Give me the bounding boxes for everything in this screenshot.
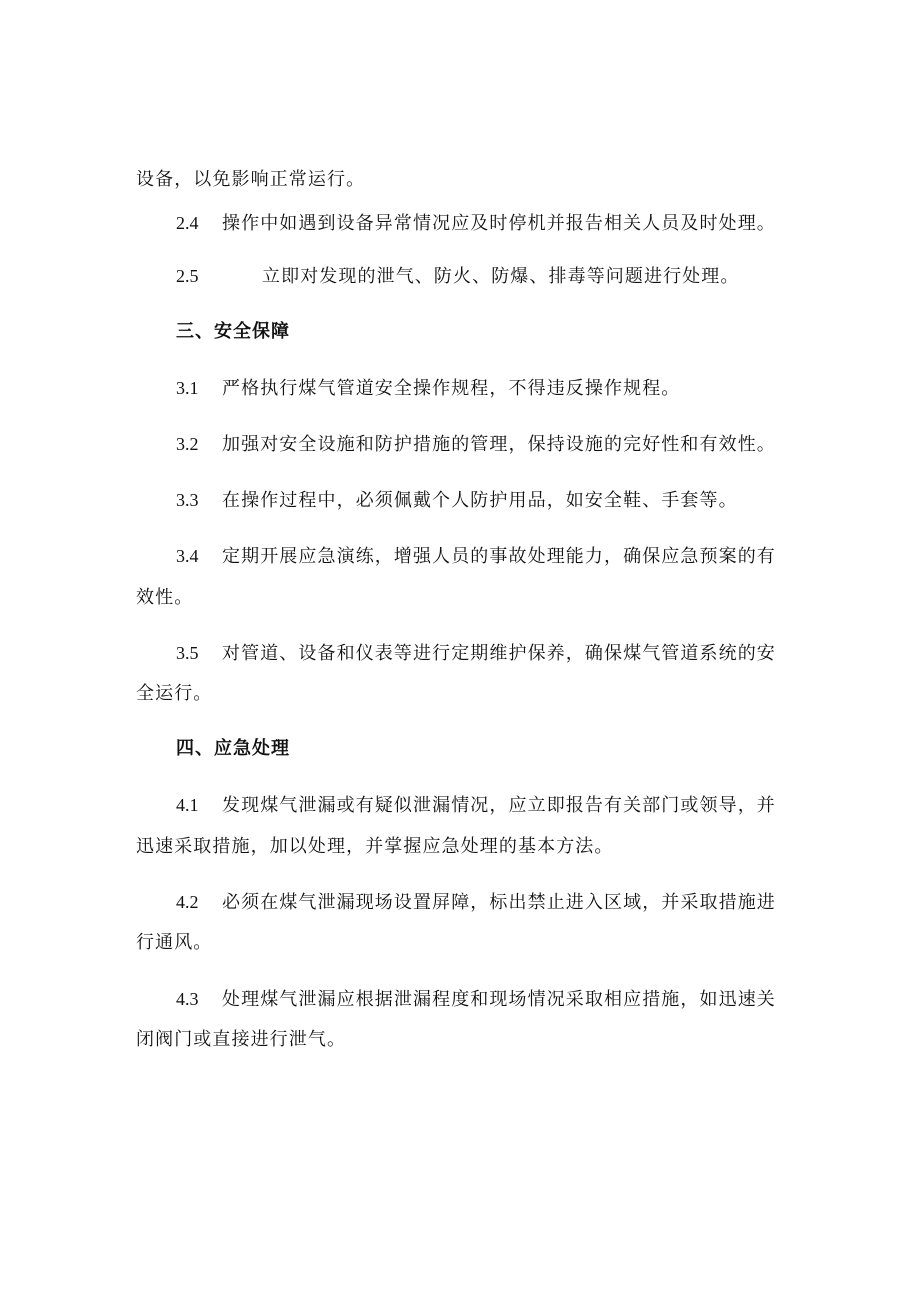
paragraph-continuation: [136, 168, 365, 192]
list-item-4-2: [176, 890, 776, 915]
list-item-4-2-continuation: 行通风。: [136, 932, 213, 953]
item-number: 4.2: [176, 892, 199, 912]
list-item-4-3-continuation: 闭阀门或直接进行泄气。: [136, 1029, 347, 1050]
list-item-3-2: [176, 432, 776, 457]
item-number: 2.5: [176, 266, 199, 286]
item-text: 加强对安全设施和防护措施的管理，保持设施的完好性和有效性。: [222, 434, 776, 455]
item-text: 严格执行煤气管道安全操作规程，不得违反操作规程。: [222, 378, 681, 399]
item-number: 3.5: [176, 643, 199, 663]
item-text: 处理煤气泄漏应根据泄漏程度和现场情况采取相应措施，如迅速关: [222, 989, 776, 1010]
item-text: 发现煤气泄漏或有疑似泄漏情况，应立即报告有关部门或领导，并: [222, 795, 776, 816]
item-text: 必须在煤气泄漏现场设置屏障，标出禁止进入区域，并采取措施进: [222, 892, 776, 913]
list-item-2-5: [176, 264, 740, 289]
item-number: 3.4: [176, 546, 199, 566]
list-item-2-4: [176, 211, 776, 236]
item-number: 3.2: [176, 434, 199, 454]
list-item-3-4-continuation: 效性。: [136, 587, 194, 608]
item-number: 2.4: [176, 213, 199, 233]
list-item-3-3: [176, 488, 738, 513]
item-number: 4.3: [176, 989, 199, 1009]
list-item-3-1: [176, 376, 680, 401]
list-item-3-4: [176, 544, 776, 569]
item-number: 3.1: [176, 378, 199, 398]
list-item-4-1-continuation: 迅速采取措施，加以处理，并掌握应急处理的基本方法。: [136, 836, 614, 857]
list-item-3-5-continuation: 全运行。: [136, 683, 213, 704]
paragraph-text: 设备，以免影响正常运行。: [136, 169, 366, 190]
list-item-4-3: [176, 987, 776, 1012]
item-text: 立即对发现的泄气、防火、防爆、排毒等问题进行处理。: [262, 266, 740, 287]
item-number: 4.1: [176, 795, 199, 815]
item-number: 3.3: [176, 490, 199, 510]
section-heading-3: 三、安全保障: [176, 321, 290, 342]
list-item-4-1: [176, 793, 776, 818]
item-text: 操作中如遇到设备异常情况应及时停机并报告相关人员及时处理。: [222, 213, 776, 234]
list-item-3-5: [176, 641, 776, 666]
item-text: 定期开展应急演练，增强人员的事故处理能力，确保应急预案的有: [222, 546, 776, 567]
section-heading-4: 四、应急处理: [176, 738, 290, 759]
item-text: 对管道、设备和仪表等进行定期维护保养，确保煤气管道系统的安: [222, 643, 776, 664]
item-text: 在操作过程中，必须佩戴个人防护用品，如安全鞋、手套等。: [222, 490, 738, 511]
